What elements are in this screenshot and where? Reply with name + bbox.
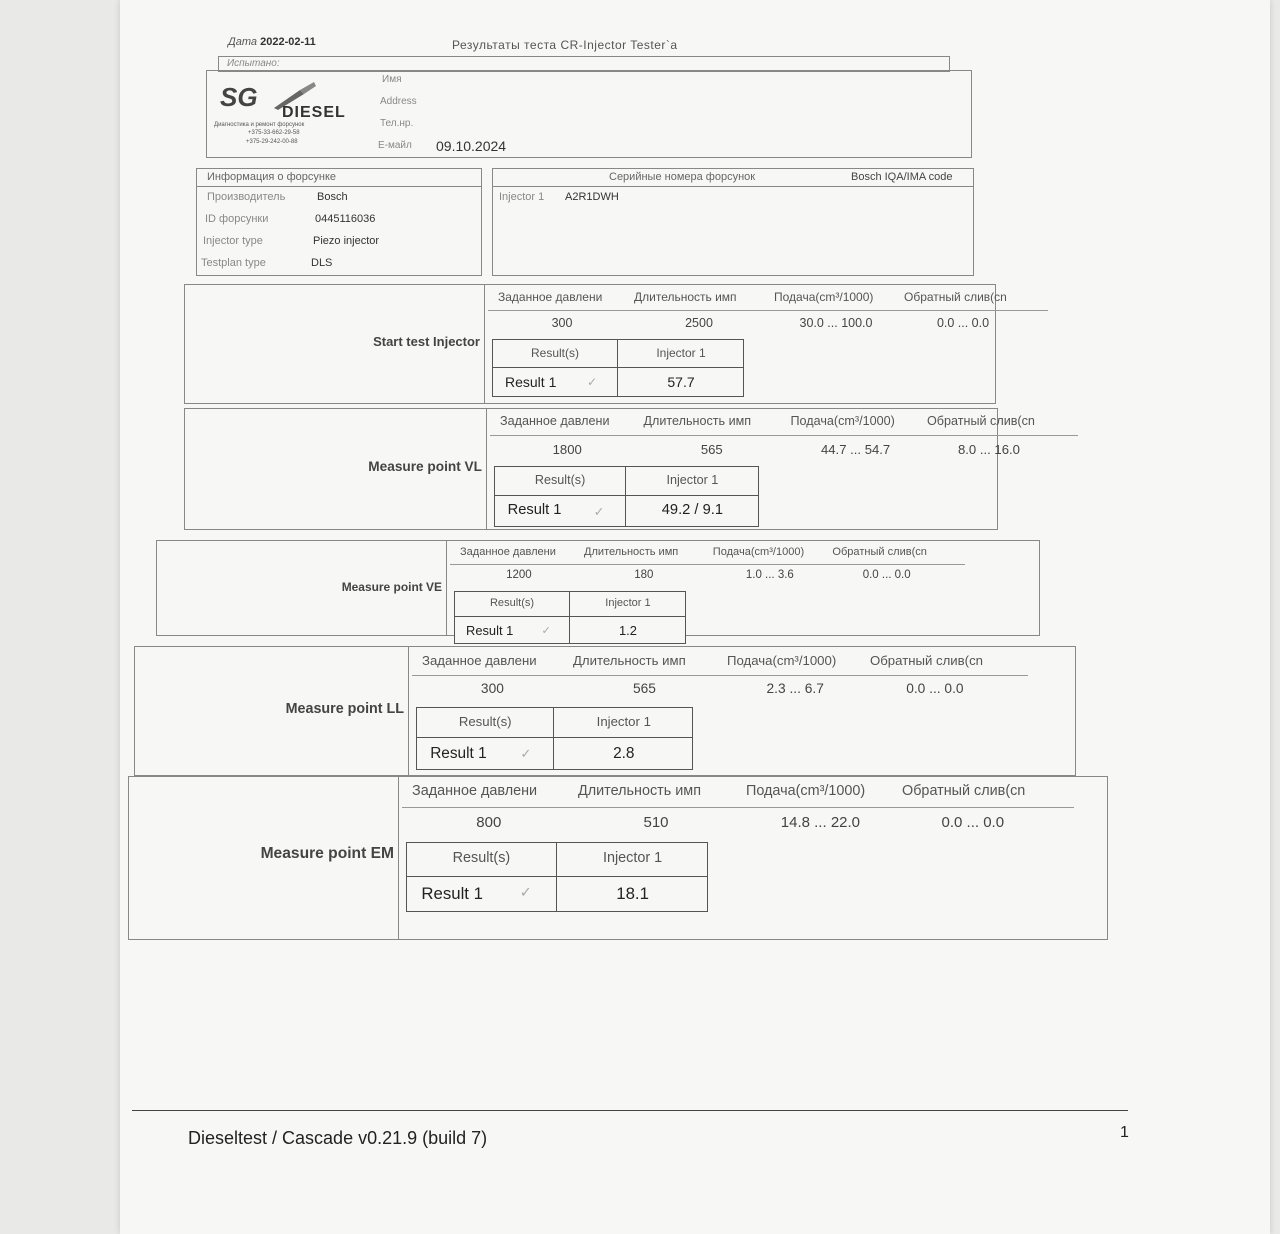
tested-label: Испытано: [227,58,280,69]
label-divider [398,776,399,940]
email-value: 09.10.2024 [436,138,507,154]
page-number: 1 [1120,1124,1129,1141]
column-header: Длительность имп [578,783,701,800]
address-label: Address [380,96,417,107]
column-value: 8.0 ... 16.0 [957,441,1020,457]
results-col-header: Result(s) [452,850,511,867]
column-value: 0.0 ... 0.0 [936,316,990,330]
result-table [454,591,686,644]
injector-info-box [196,168,482,276]
column-header: Подача(cm³/1000) [774,290,874,304]
header-underline [412,675,1028,676]
column-value: 2.3 ... 6.7 [766,681,824,697]
checkmark-icon: ✓ [520,746,532,761]
result-label: Result 1 [507,502,562,519]
result-value: 18.1 [616,883,649,903]
column-header: Обратный слив(cn [832,545,927,558]
sg-diesel-logo [214,76,380,146]
injector-col-header: Injector 1 [596,714,651,730]
column-value: 300 [480,681,504,697]
column-value: 1800 [552,441,582,457]
logo-sg: SG [220,82,258,112]
report-date: Дата 2022-02-11 [228,36,316,48]
logo-diesel: DIESEL [282,104,346,121]
column-value: 0.0 ... 0.0 [906,681,964,697]
column-value: 1.0 ... 3.6 [745,569,794,582]
result-label: Result 1 [466,622,514,638]
result-value: 2.8 [613,744,635,762]
column-value: 0.0 ... 0.0 [862,569,911,582]
column-value: 30.0 ... 100.0 [799,316,873,330]
injector-col-header: Injector 1 [656,346,706,360]
column-value: 44.7 ... 54.7 [820,441,891,457]
result-value: 49.2 / 9.1 [661,502,723,519]
header-underline [450,564,965,565]
column-value: 180 [634,569,654,582]
column-value: 1200 [506,569,532,582]
column-value: 300 [551,316,573,330]
info-row: Testplan type DLS [201,257,333,269]
injector-col-header: Injector 1 [666,473,719,488]
injector-info-header [197,169,481,187]
test-name: Measure point VL [368,459,482,475]
iqa-code-title: Bosch IQA/IMA code [851,171,953,183]
result-table [492,339,744,397]
info-row: ID форсунки 0445116036 [205,213,376,225]
injector-col-header: Injector 1 [602,850,663,867]
results-col-header: Result(s) [534,473,586,488]
column-value: 565 [633,681,656,697]
serials-header [493,169,973,187]
column-header: Длительность имп [634,290,737,304]
test-name: Start test Injector [373,334,480,350]
column-header: Длительность имп [573,652,686,668]
info-row: Injector type Piezo injector [203,235,380,247]
column-header: Заданное давлени [412,783,538,800]
serial-injector-code: A2R1DWH [565,191,619,203]
test-name: Measure point VE [341,580,442,595]
result-label: Result 1 [421,883,483,903]
column-value: 800 [476,814,502,832]
column-header: Подача(cm³/1000) [727,652,837,668]
label-divider [408,646,409,776]
report-title: Результаты теста CR-Injector Tester`a [452,38,678,52]
column-value: 510 [643,814,669,832]
phone-label: Тел.нр. [380,118,414,129]
result-table [416,707,693,771]
injector-info-title: Информация о форсунке [207,171,336,183]
checkmark-icon: ✓ [519,885,532,901]
logo-phone-2: +375-29-242-00-88 [246,139,298,145]
injector-col-header: Injector 1 [605,597,651,610]
column-header: Подача(cm³/1000) [746,783,866,800]
checkmark-icon: ✓ [593,504,605,519]
label-divider [446,540,447,636]
column-header: Длительность имп [643,414,752,429]
column-header: Подача(cm³/1000) [790,414,895,429]
column-header: Обратный слив(cn [902,783,1026,800]
checkmark-icon: ✓ [587,375,598,389]
checkmark-icon: ✓ [541,624,551,637]
column-value: 2500 [685,316,713,330]
result-label: Result 1 [430,744,487,762]
label-divider [486,408,487,530]
column-header: Обратный слив(cn [870,652,984,668]
result-table [494,466,759,527]
footer-divider [132,1110,1128,1111]
result-value: 57.7 [667,374,695,390]
column-header: Заданное давлени [498,290,603,304]
serials-title: Серийные номера форсунок [609,171,756,183]
column-header: Обратный слив(cn [927,414,1035,429]
results-col-header: Result(s) [489,597,535,610]
header-underline [402,807,1074,808]
test-name: Measure point LL [285,700,404,717]
column-header: Обратный слив(cn [904,290,1007,304]
results-col-header: Result(s) [530,346,579,360]
column-value: 14.8 ... 22.0 [780,814,861,832]
column-header: Заданное давлени [500,414,610,429]
column-header: Заданное давлени [460,545,556,558]
serials-box [492,168,974,276]
info-row: Производитель Bosch [207,191,348,203]
column-value: 0.0 ... 0.0 [941,814,1005,832]
software-version: Dieseltest / Cascade v0.21.9 (build 7) [188,1128,488,1148]
header-underline [488,310,1048,311]
results-col-header: Result(s) [458,714,512,730]
header-underline [490,435,1078,436]
column-header: Подача(cm³/1000) [712,545,805,558]
column-value: 565 [700,441,723,457]
column-header: Заданное давлени [422,652,537,668]
column-header: Длительность имп [584,545,679,558]
result-label: Result 1 [505,374,557,390]
logo-tagline: Диагностика и ремонт форсунок [214,122,305,128]
name-label: Имя [382,74,402,85]
result-table [406,842,708,912]
email-label: E-майл [378,140,412,151]
test-name: Measure point EM [260,844,394,862]
logo-phone-1: +375-33-662-29-58 [248,130,300,136]
result-value: 1.2 [619,622,637,638]
serial-injector-label: Injector 1 [499,191,545,203]
label-divider [484,284,485,404]
